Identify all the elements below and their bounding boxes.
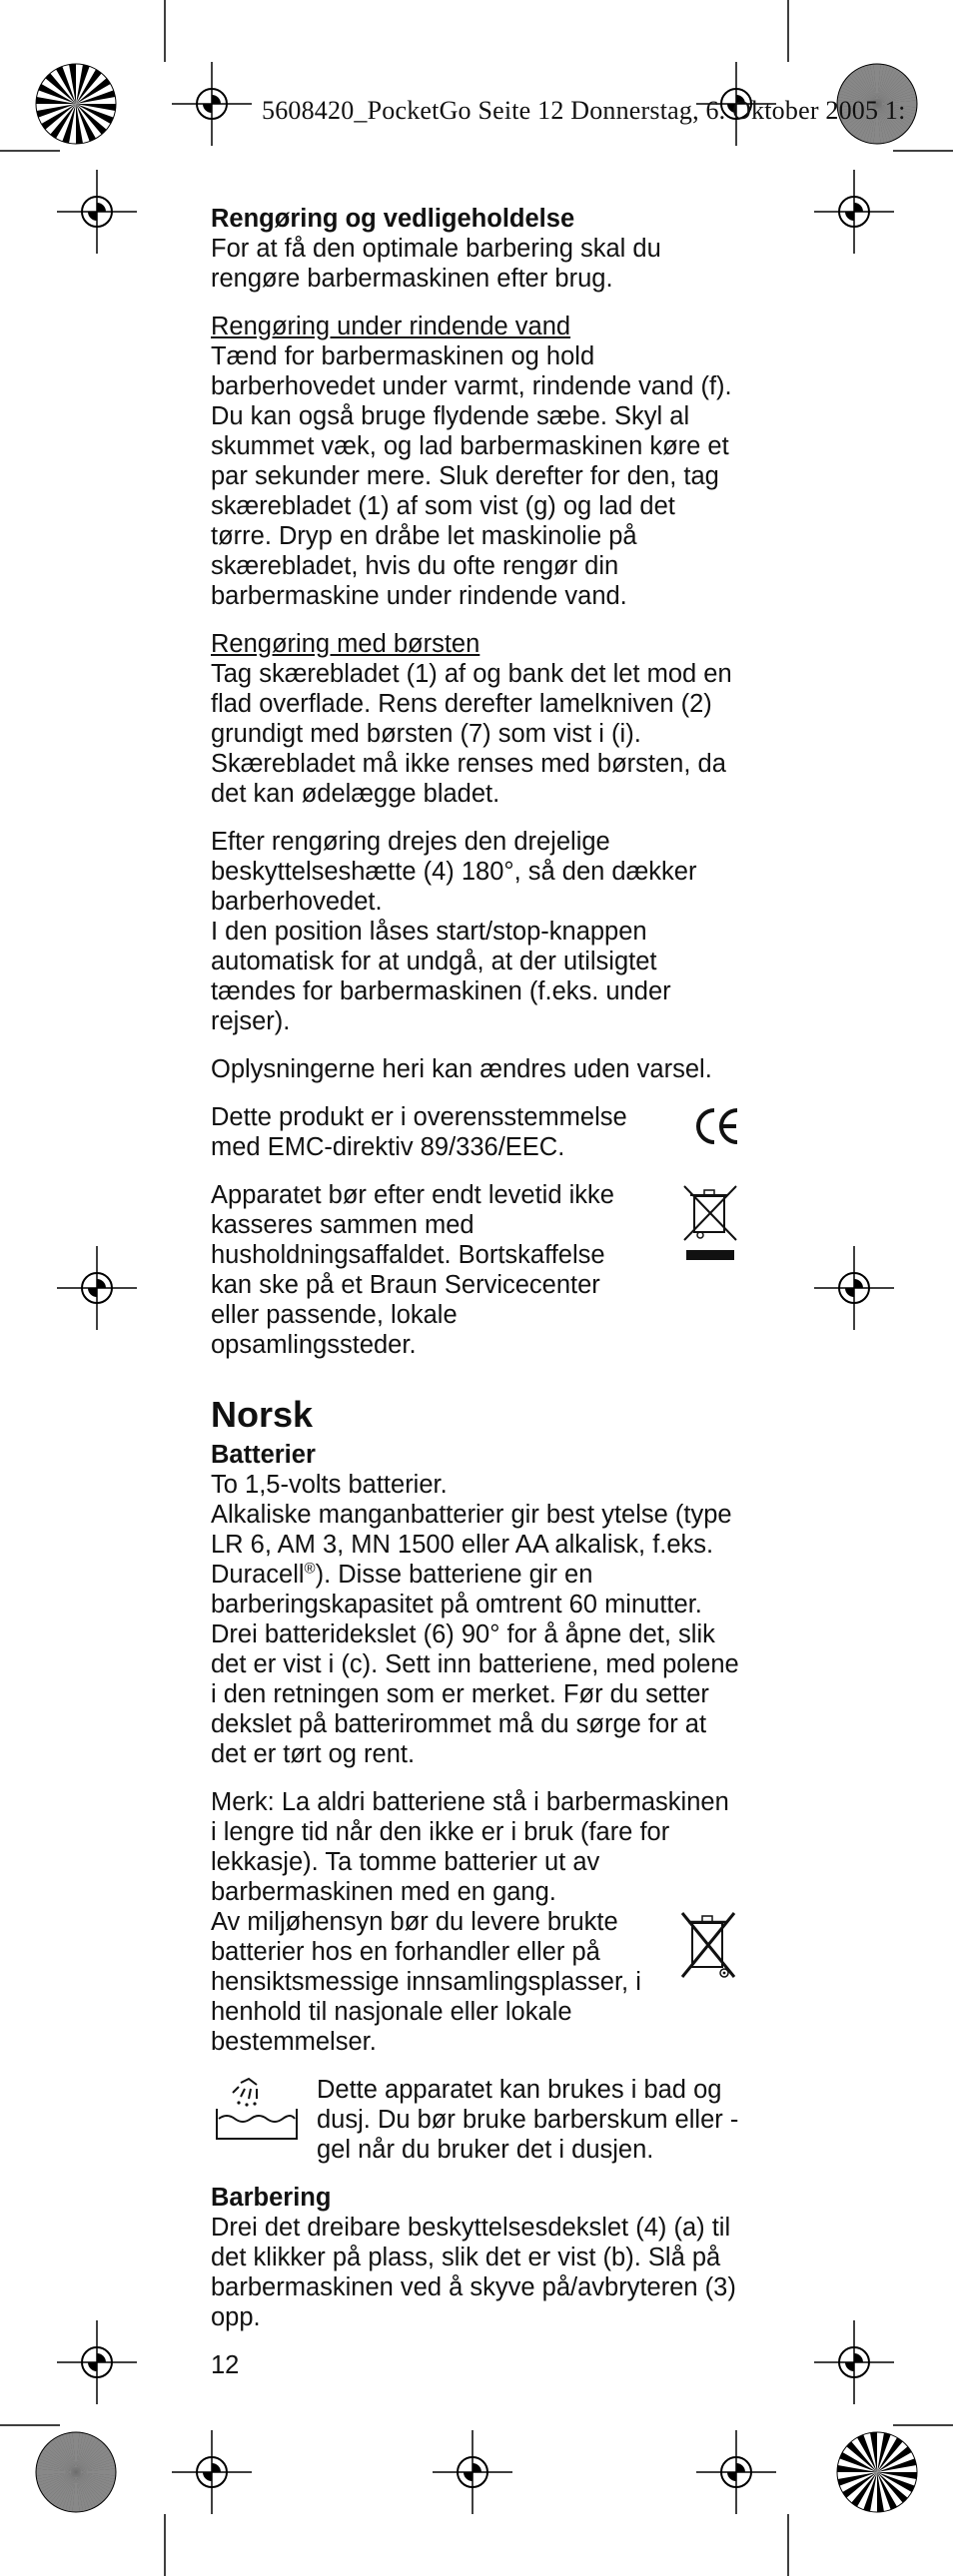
registration-crosshair-icon [433, 2430, 512, 2514]
heading-brush: Rengøring med børsten [211, 630, 480, 658]
registration-crosshair-icon [57, 1246, 137, 1330]
section-brush [211, 629, 740, 809]
text-running-water: Tænd for barbermaskinen og hold barberhovedet under varmt, rindende vand (f). Du kan også bruge flydende sæbe. Skyl al skummet væk, og lad barbermaskinen køre et par sekunder mere. Sluk derefter for den, tag skærebladet (1) af som vist (g) og lad det tørre. Dryp en dråbe let maskinolie på skærebladet, hvis du ofte rengør din barbermaskine under rindende vand. [211, 342, 732, 610]
shower-row [211, 2075, 740, 2165]
registration-crosshair-icon [814, 2320, 894, 2404]
text-environment: Av miljøhensyn bør du levere brukte batterier hos en forhandler eller på hensiktsmessige innsamlingsplasser, i henhold til nasjonale eller lokale bestemmelser. [211, 1908, 641, 2056]
heading-cleaning: Rengøring og vedligeholdelse [211, 205, 575, 233]
text-after-cleaning-2: I den position låses start/stop-knappen automatisk for at undgå, at der utilsigtet tændes for barbermaskinen (f.eks. under rejser). [211, 918, 671, 1035]
crossed-out-wheelie-bin-icon [680, 1182, 740, 1273]
page-number: 12 [211, 2351, 240, 2379]
page-content [211, 204, 740, 2380]
emc-row [211, 1102, 740, 1162]
section-running-water [211, 312, 740, 611]
registration-crosshair-icon [814, 170, 894, 254]
heading-running-water: Rengøring under rindende vand [211, 313, 571, 340]
heading-shaving: Barbering [211, 2184, 332, 2212]
text-cleaning: For at få den optimale barbering skal du rengøre barbermaskinen efter brug. [211, 235, 661, 293]
registration-crosshair-icon [814, 1246, 894, 1330]
registration-crosshair-icon [696, 2430, 776, 2514]
crossed-out-wheelie-bin-icon [676, 1907, 740, 1998]
running-head: 5608420_PocketGo Seite 12 Donnerstag, 6. Oktober 2005 1: [262, 96, 906, 125]
heading-batteries: Batterier [211, 1441, 316, 1469]
text-brush: Tag skærebladet (1) af og bank det let mod en flad overflade. Rens derefter lamelkniven (2) grundigt med børsten (7) som vist i (i). Skærebladet må ikke renses med børsten, da det kan ødelægge bladet. [211, 660, 732, 808]
text-batteries-part2: ). Disse batteriene gir en barberingskapasitet på omtrent 60 minutter. Drei batteridekslet (6) 90° for å åpne det, slik det er vist i (c). Sett inn batteriene, med polene i den retningen som er merket. Før du setter dekslet på batterirommet må du sørge for at det er tørt og rent. [211, 1561, 739, 1768]
starburst-target-icon [837, 2432, 917, 2512]
text-shaving: Drei det dreibare beskyttelsesdekslet (4) (a) til det klikker på plass, slik det er vist (b). Slå på barbermaskinen ved å skyve på/avbryteren (3) opp. [211, 2214, 736, 2331]
text-batteries-line1: To 1,5-volts batterier. [211, 1471, 448, 1499]
text-emc: Dette produkt er i overensstemmelse med EMC-direktiv 89/336/EEC. [211, 1103, 627, 1161]
starburst-target-icon [36, 2432, 116, 2512]
section-cleaning [211, 204, 740, 294]
text-shower: Dette apparatet kan brukes i bad og dusj. Du bør bruke barberskum eller -gel når du bruker det i dusjen. [317, 2076, 739, 2164]
section-title-norsk: Norsk [211, 1394, 314, 1435]
registered-mark: ® [304, 1560, 316, 1578]
section-shaving [211, 2183, 740, 2332]
registration-crosshair-icon [57, 2320, 137, 2404]
text-after-cleaning-1: Efter rengøring drejes den drejelige beskyttelseshætte (4) 180°, så den dækker barberhovedet. [211, 828, 697, 916]
disposal-row [211, 1180, 740, 1360]
starburst-target-icon [36, 64, 116, 144]
section-batteries [211, 1440, 740, 1769]
text-notice: Oplysningerne heri kan ændres uden varsel. [211, 1055, 712, 1083]
ce-mark-icon [694, 1106, 740, 1153]
text-disposal: Apparatet bør efter endt levetid ikke kasseres sammen med husholdningsaffaldet. Bortskaffelse kan ske på et Braun Servicecenter eller passende, lokale opsamlingssteder. [211, 1181, 614, 1359]
section-after-cleaning [211, 827, 740, 1036]
text-batteries-part1: Alkaliske manganbatterier gir best ytelse (type LR 6, AM 3, MN 1500 eller AA alkalisk, f.eks. Duracell [211, 1501, 732, 1589]
text-note: Merk: La aldri batteriene stå i barbermaskinen i lengre tid når den ikke er i bruk (fare for lekkasje). Ta tomme batterier ut av barbermaskinen med en gang. [211, 1788, 729, 1906]
shower-water-icon [211, 2075, 307, 2154]
registration-crosshair-icon [172, 62, 252, 146]
environment-row [211, 1907, 740, 2057]
registration-crosshair-icon [172, 2430, 252, 2514]
registration-crosshair-icon [57, 170, 137, 254]
